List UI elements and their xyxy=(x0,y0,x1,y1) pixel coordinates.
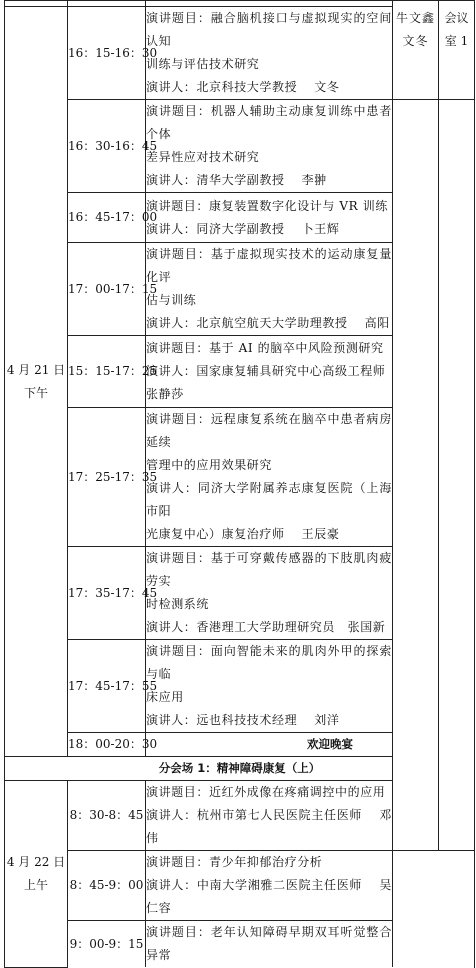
speaker: 演讲人：北京航空航天大学助理教授 高阳 xyxy=(146,316,390,330)
talk-title: 演讲题目：机器人辅助主动康复训练中患者个体 xyxy=(146,104,392,141)
time-slot: 16：15-16：30 xyxy=(68,7,146,100)
time-slot: 17：25-17：35 xyxy=(68,408,146,547)
speaker: 演讲人：同济大学附属养志康复医院（上海市阳 xyxy=(146,481,392,518)
time-slot: 8：45-9：00 xyxy=(68,851,146,921)
talk-title: 演讲题目：青少年抑郁治疗分析 xyxy=(146,855,323,869)
talk-title: 演讲题目：远程康复系统在脑卒中患者病房延续 xyxy=(146,412,392,449)
talk-title: 演讲题目：康复装置数字化设计与 VR 训练 xyxy=(146,198,388,213)
talk-title-cont: 估与训练 xyxy=(146,293,197,307)
talk-entry xyxy=(146,781,393,851)
talk-title: 演讲题目：基于虚拟现实技术的运动康复量化评 xyxy=(146,247,392,284)
time-slot: 17：35-17：45 xyxy=(68,547,146,640)
speaker: 演讲人：杭州市第七人民医院主任医师 邓伟 xyxy=(146,808,392,845)
talk-title-cont: 差异性应对技术研究 xyxy=(146,150,260,164)
talk-title: 演讲题目：基于可穿戴传感器的下肢肌肉疲劳实 xyxy=(146,551,392,588)
schedule-table xyxy=(4,0,475,968)
talk-entry xyxy=(146,547,393,640)
welcome-dinner-label: 欢迎晚宴 xyxy=(146,733,475,757)
day-cell-afternoon xyxy=(5,7,68,757)
talk-title-cont: 床应用 xyxy=(146,690,184,704)
talk-entry xyxy=(146,193,393,243)
talk-entry xyxy=(146,243,393,336)
talk-title: 演讲题目：近红外成像在疼痛调控中的应用 xyxy=(146,785,386,799)
talk-title: 演讲题目：老年认知障碍早期双耳听觉整合异常 xyxy=(146,925,392,962)
session-title: 分会场 1：精神障碍康复（上） xyxy=(5,757,475,781)
talk-title-cont: 时检测系统 xyxy=(146,597,210,611)
talk-entry xyxy=(146,100,393,193)
time-slot: 15：15-17：25 xyxy=(68,336,146,408)
host-names: 牛文鑫 文冬 xyxy=(395,11,435,48)
time-slot: 9：00-9：15 xyxy=(68,921,146,968)
speaker: 演讲人：香港理工大学助理研究员 张国新 xyxy=(146,620,386,634)
time-slot: 8：30-8：45 xyxy=(68,781,146,851)
talk-entry xyxy=(146,851,393,921)
period-label: 上午 xyxy=(23,877,48,892)
talk-entry xyxy=(146,921,393,968)
time-slot: 17：45-17：55 xyxy=(68,640,146,733)
talk-title-cont: 训练与评估技术研究 xyxy=(146,57,260,71)
talk-title: 演讲题目：基于 AI 的脑卒中风险预测研究 xyxy=(146,341,384,355)
speaker: 演讲人：远也科技技术经理 刘洋 xyxy=(146,713,340,727)
time-slot: 16：30-16：45 xyxy=(68,100,146,193)
room-name: 会议室 1 xyxy=(444,11,469,48)
time-slot: 18：00-20：30 xyxy=(68,733,146,757)
time-slot: 16：45-17：00 xyxy=(68,193,146,243)
talk-title: 演讲题目：面向智能未来的肌肉外甲的探索与临 xyxy=(146,644,392,681)
room-cell xyxy=(439,1,475,100)
speaker: 演讲人：中南大学湘雅二医院主任医师 吴仁容 xyxy=(146,878,392,915)
date-label: 4 月 21 日 xyxy=(6,362,66,377)
talk-entry xyxy=(146,640,393,733)
speaker: 演讲人：清华大学副教授 李翀 xyxy=(146,173,327,187)
speaker: 演讲人：北京科技大学教授 文冬 xyxy=(146,80,340,94)
period-label: 下午 xyxy=(23,385,48,400)
date-label: 4 月 22 日 xyxy=(6,854,66,869)
talk-entry xyxy=(146,336,393,408)
speaker: 演讲人：国家康复辅具研究中心高级工程师 xyxy=(146,364,386,378)
speaker-cont: 张静莎 xyxy=(146,387,184,401)
talk-title-cont: 管理中的应用效果研究 xyxy=(146,458,273,472)
speaker: 演讲人：同济大学副教授 卜王辉 xyxy=(146,221,340,236)
speaker-cont: 光康复中心）康复治疗师 王辰豪 xyxy=(146,527,340,541)
time-slot: 17：00-17：15 xyxy=(68,243,146,336)
talk-entry xyxy=(146,408,393,547)
day-cell-morning xyxy=(5,781,68,968)
host-cell xyxy=(393,1,439,100)
talk-title: 演讲题目：融合脑机接口与虚拟现实的空间认知 xyxy=(146,11,392,48)
talk-entry xyxy=(146,7,393,100)
